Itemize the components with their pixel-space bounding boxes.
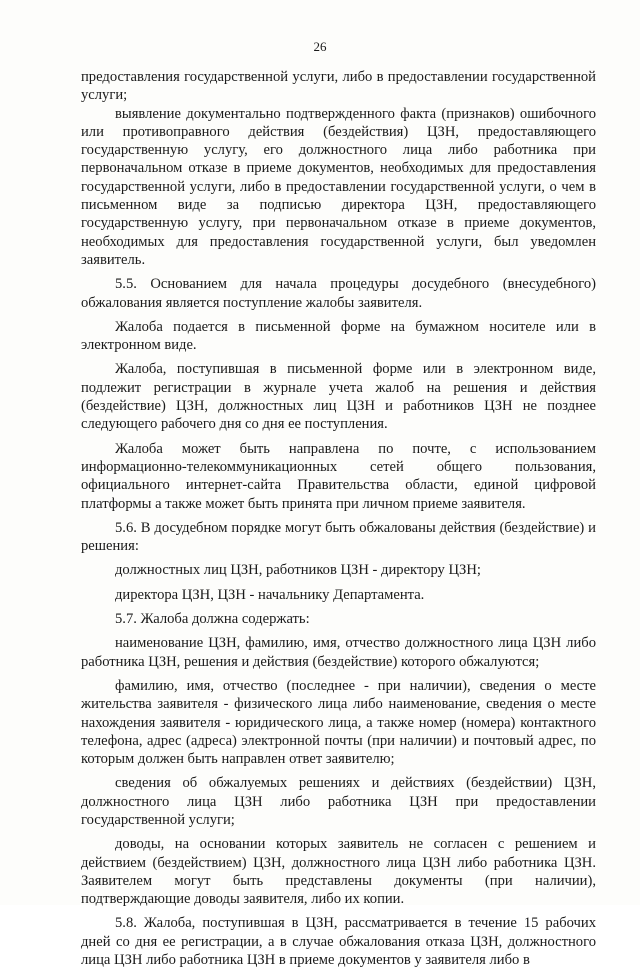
paragraph: доводы, на основании которых заявитель не согласен с решением и действием (бездействием) ЦЗН, должностного лица ЦЗН либо работника ЦЗН. Заявителем могут быть представлены документы (при наличии), подтверждающие доводы заявителя, либо их копии. bbox=[81, 836, 596, 908]
paragraph: должностных лиц ЦЗН, работников ЦЗН - директору ЦЗН; bbox=[115, 562, 481, 579]
paragraph: 5.7. Жалоба должна содержать: bbox=[115, 611, 310, 628]
paragraph: директора ЦЗН, ЦЗН - начальнику Департамента. bbox=[115, 586, 425, 603]
page-number: 26 bbox=[313, 39, 327, 54]
paragraph: Жалоба может быть направлена по почте, с использованием информационно-телекоммуникационных сетей общего пользования, официального интернет-сайта Правительства области, единой цифровой платформы а также может быть принята при личном приеме заявителя. bbox=[81, 440, 596, 512]
paragraph: Жалоба подается в письменной форме на бумажном носителе или в электронном виде. bbox=[81, 318, 596, 354]
paragraph: предоставления государственной услуги, либо в предоставлении государственной услуги; bbox=[81, 69, 596, 104]
paragraph: Жалоба, поступившая в письменной форме или в электронном виде, подлежит регистрации в журнале учета жалоб на решения и действия (бездействие) ЦЗН, должностных лиц ЦЗН и работников ЦЗН не позднее следующего рабочего дня со дня ее поступления. bbox=[81, 361, 596, 433]
document-body bbox=[81, 68, 596, 969]
paragraph: 5.5. Основанием для начала процедуры досудебного (внесудебного) обжалования является поступление жалобы заявителя. bbox=[81, 276, 596, 311]
paragraph: 5.6. В досудебном порядке могут быть обжалованы действия (бездействие) и решения: bbox=[81, 519, 596, 555]
paragraph: наименование ЦЗН, фамилию, имя, отчество должностного лица ЦЗН либо работника ЦЗН, решения и действия (бездействие) которого обжалуются; bbox=[81, 635, 596, 670]
paragraph: выявление документально подтвержденного факта (признаков) ошибочного или противоправного действия (бездействия) ЦЗН, предоставляющего государственную услугу, его должностного лица либо работника при первоначальном отказе в приеме документов, необходимых для предоставления государственной услуги, либо в предоставлении государственной услуги, о чем в письменном виде за подписью директора ЦЗН, предоставляющего государственную услугу, при первоначальном отказе в приеме документов, необходимых для предоставления государственной услуги, был уведомлен заявитель. bbox=[81, 105, 596, 268]
paragraph: сведения об обжалуемых решениях и действиях (бездействии) ЦЗН, должностного лица ЦЗН либо работника ЦЗН при предоставлении государственной услуги; bbox=[81, 775, 596, 828]
paragraph: 5.8. Жалоба, поступившая в ЦЗН, рассматривается в течение 15 рабочих дней со дня ее регистрации, а в случае обжалования отказа ЦЗН, должностного лица ЦЗН либо работника ЦЗН в приеме документов у заявителя либо в bbox=[81, 915, 596, 969]
paragraph: фамилию, имя, отчество (последнее - при наличии), сведения о месте жительства заявителя - физического лица либо наименование, сведения о месте нахождения заявителя - юридического лица, а также номер (номера) контактного телефона, адрес (адреса) электронной почты (при наличии) и почтовый адрес, по которым должен быть направлен ответ заявителю; bbox=[81, 677, 596, 768]
